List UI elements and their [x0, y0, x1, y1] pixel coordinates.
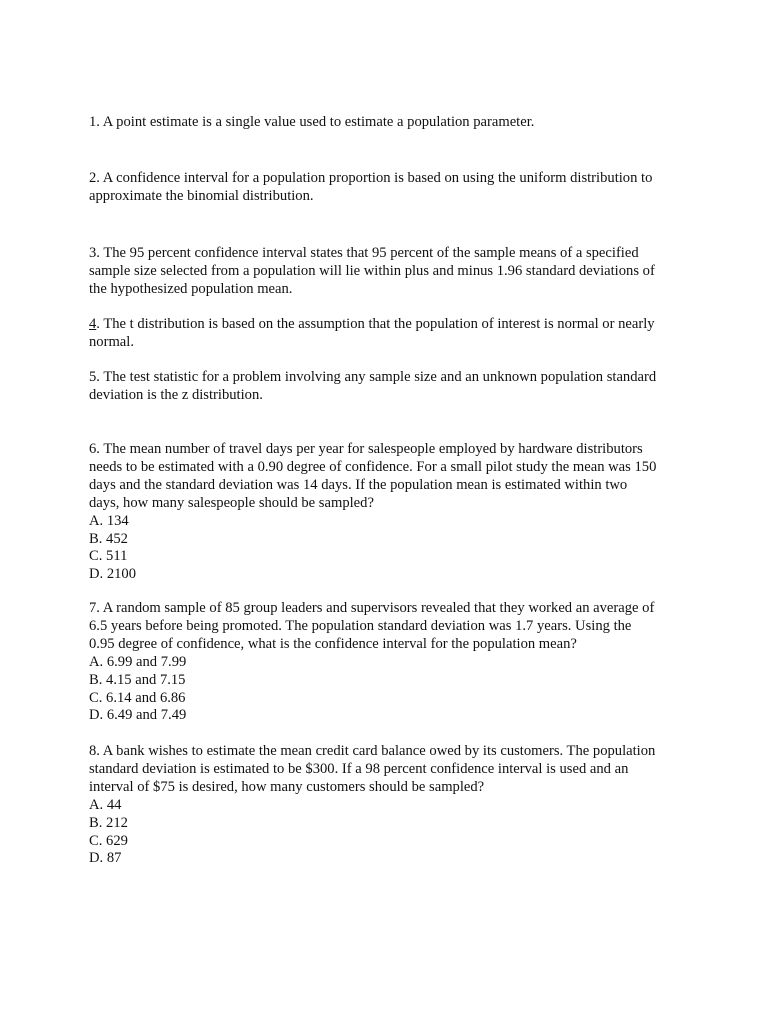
answer-option-a: A. 6.99 and 7.99 — [89, 653, 187, 670]
question-8-line-1: 8. A bank wishes to estimate the mean credit card balance owed by its customers. The population — [89, 743, 656, 759]
question-6-line-3: days and the standard deviation was 14 days. If the population mean is estimated within two — [89, 476, 628, 493]
question-7-line-1: 7. A random sample of 85 group leaders and supervisors revealed that they worked an average of — [89, 600, 655, 616]
answer-option-d: D. 6.49 and 7.49 — [89, 707, 187, 724]
answer-option-b: B. 452 — [89, 530, 128, 547]
answer-option-d: D. 87 — [89, 850, 122, 867]
answer-option-b: B. 212 — [89, 814, 128, 831]
question-number: 8. — [89, 743, 100, 759]
question-6-line-4: days, how many salespeople should be sampled? — [89, 494, 374, 511]
question-7-line-3: 0.95 degree of confidence, what is the confidence interval for the population mean? — [89, 635, 577, 652]
question-4-line-2: normal. — [89, 333, 134, 350]
question-5 — [89, 369, 689, 405]
question-number: 6. — [89, 441, 100, 457]
question-1 — [89, 114, 689, 132]
question-3-line-2: sample size selected from a population will lie within plus and minus 1.96 standard deviations of — [89, 262, 655, 279]
question-4 — [89, 316, 689, 352]
question-3-line-1: 3. The 95 percent confidence interval states that 95 percent of the sample means of a specified — [89, 245, 639, 261]
question-2-line-2: approximate the binomial distribution. — [89, 187, 314, 204]
question-8-line-2: standard deviation is estimated to be $300. If a 98 percent confidence interval is used and an — [89, 760, 629, 777]
answer-option-a: A. 44 — [89, 796, 122, 813]
question-2-line-1: 2. A confidence interval for a population proportion is based on using the uniform distribution to — [89, 170, 653, 186]
answer-option-c: C. 629 — [89, 832, 128, 849]
question-1-line-1: 1. A point estimate is a single value used to estimate a population parameter. — [89, 114, 535, 130]
question-number: 3. — [89, 245, 100, 261]
answer-option-c: C. 6.14 and 6.86 — [89, 689, 186, 706]
question-number: 4 — [89, 316, 97, 332]
question-3-line-3: the hypothesized population mean. — [89, 280, 293, 297]
question-7 — [89, 600, 689, 725]
question-number: 5. — [89, 369, 100, 385]
question-8-line-3: interval of $75 is desired, how many customers should be sampled? — [89, 778, 485, 795]
question-2 — [89, 170, 689, 206]
question-number: 7. — [89, 600, 100, 616]
answer-option-b: B. 4.15 and 7.15 — [89, 671, 186, 688]
question-8 — [89, 743, 689, 868]
answer-option-d: D. 2100 — [89, 566, 137, 583]
question-6-line-2: needs to be estimated with a 0.90 degree of confidence. For a small pilot study the mean was 150 — [89, 458, 657, 475]
question-6-line-1: 6. The mean number of travel days per year for salespeople employed by hardware distributors — [89, 441, 643, 457]
question-5-line-1: 5. The test statistic for a problem involving any sample size and an unknown population standard — [89, 369, 657, 385]
question-5-line-2: deviation is the z distribution. — [89, 386, 263, 403]
answer-option-c: C. 511 — [89, 548, 128, 565]
question-7-line-2: 6.5 years before being promoted. The population standard deviation was 1.7 years. Using the — [89, 617, 632, 634]
question-number: 1. — [89, 114, 100, 130]
question-3 — [89, 245, 689, 299]
question-number: 2. — [89, 170, 100, 186]
answer-option-a: A. 134 — [89, 512, 129, 529]
question-6 — [89, 441, 689, 584]
question-4-line-1: 4. The t distribution is based on the assumption that the population of interest is normal or nearly — [89, 316, 655, 332]
